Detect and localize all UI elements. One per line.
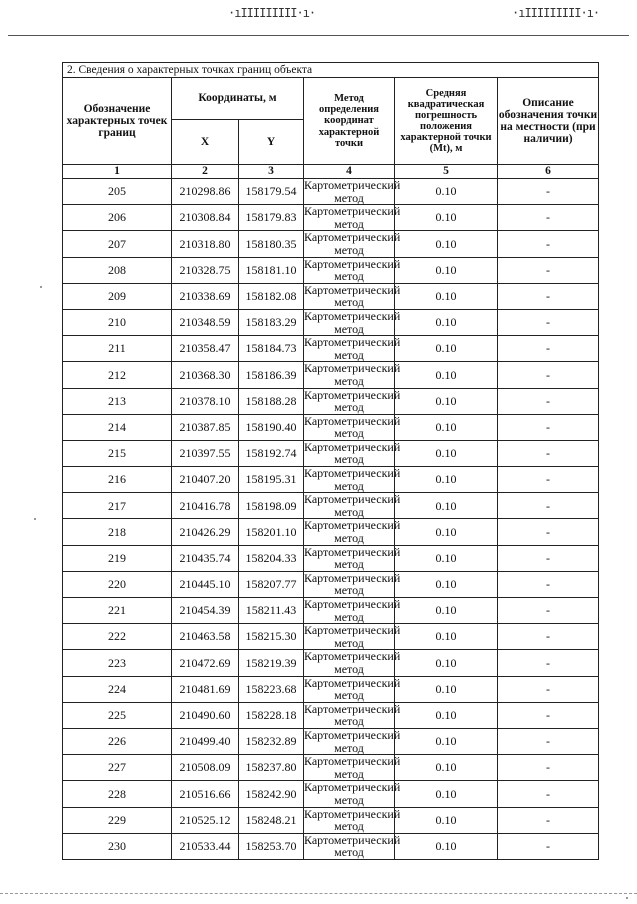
point-id-cell: 213 [63,388,172,414]
point-id-cell: 223 [63,650,172,676]
description-cell: - [498,179,599,205]
error-cell: 0.10 [395,571,498,597]
method-cell: Картометрический метод [304,597,401,624]
point-id-cell: 218 [63,519,172,545]
point-id-cell: 230 [63,833,172,859]
y-coordinate-cell: 158219.39 [239,650,304,676]
table-row [63,388,599,414]
point-id-cell: 228 [63,781,172,807]
description-cell: - [498,414,599,440]
description-cell: - [498,571,599,597]
point-id-cell: 221 [63,598,172,624]
column-number: 1 [63,165,172,179]
method-cell: Картометрический метод [304,204,401,231]
scan-mark-left: ·ıIIIIIIIII·ı· [228,6,316,20]
y-coordinate-cell: 158198.09 [239,493,304,519]
method-cell: Картометрический метод [304,492,401,519]
y-coordinate-cell: 158232.89 [239,728,304,754]
y-coordinate-cell: 158228.18 [239,702,304,728]
table-row [63,336,599,362]
point-id-cell: 222 [63,624,172,650]
method-cell: Картометрический метод [304,361,401,388]
table-row [63,205,599,231]
description-cell: - [498,545,599,571]
x-coordinate-cell: 210508.09 [172,755,239,781]
point-id-cell: 214 [63,414,172,440]
description-cell: - [498,257,599,283]
x-coordinate-cell: 210397.55 [172,440,239,466]
x-coordinate-cell: 210318.80 [172,231,239,257]
description-cell: - [498,440,599,466]
x-coordinate-cell: 210516.66 [172,781,239,807]
y-coordinate-cell: 158211.43 [239,598,304,624]
y-coordinate-cell: 158186.39 [239,362,304,388]
method-cell: Картометрический метод [304,439,401,467]
table-row [63,833,599,859]
x-coordinate-cell: 210472.69 [172,650,239,676]
error-cell: 0.10 [395,519,498,545]
scan-speck [34,518,36,520]
description-cell: - [498,598,599,624]
bottom-rule [0,893,637,894]
error-cell: 0.10 [395,676,498,702]
error-cell: 0.10 [395,755,498,781]
method-cell: Картометрический метод [304,230,401,257]
table-row [63,440,599,466]
description-cell: - [498,702,599,728]
y-coordinate-cell: 158181.10 [239,257,304,283]
x-coordinate-cell: 210416.78 [172,493,239,519]
method-cell: Картометрический метод [304,754,401,781]
table-row [63,781,599,807]
point-id-cell: 225 [63,702,172,728]
method-cell: Картометрический метод [304,623,401,650]
x-coordinate-cell: 210338.69 [172,283,239,309]
y-coordinate-cell: 158223.68 [239,676,304,702]
table-row [63,807,599,833]
error-cell: 0.10 [395,467,498,493]
description-cell: - [498,362,599,388]
description-cell: - [498,624,599,650]
x-coordinate-cell: 210378.10 [172,388,239,414]
column-number: 6 [498,165,599,179]
error-cell: 0.10 [395,807,498,833]
x-coordinate-cell: 210533.44 [172,833,239,859]
point-id-cell: 206 [63,205,172,231]
table-row [63,676,599,702]
description-cell: - [498,676,599,702]
header-description: Описание обозначения точки на местности (при наличии) [498,78,599,165]
table-row [63,257,599,283]
description-cell: - [498,833,599,859]
y-coordinate-cell: 158183.29 [239,309,304,335]
y-coordinate-cell: 158179.54 [239,179,304,205]
error-cell: 0.10 [395,624,498,650]
error-cell: 0.10 [395,493,498,519]
method-cell: Картометрический метод [304,675,401,703]
method-cell: Картометрический метод [304,282,401,310]
y-coordinate-cell: 158184.73 [239,336,304,362]
y-coordinate-cell: 158207.77 [239,571,304,597]
table-row [63,728,599,754]
error-cell: 0.10 [395,702,498,728]
description-cell: - [498,807,599,833]
table-row [63,283,599,309]
column-number: 3 [239,165,304,179]
point-id-cell: 211 [63,336,172,362]
description-cell: - [498,205,599,231]
table-row [63,362,599,388]
table-body [63,179,599,860]
description-cell: - [498,309,599,335]
description-cell: - [498,283,599,309]
y-coordinate-cell: 158215.30 [239,624,304,650]
method-cell: Картометрический метод [304,387,401,415]
x-coordinate-cell: 210298.86 [172,179,239,205]
error-cell: 0.10 [395,728,498,754]
method-cell: Картометрический метод [304,570,401,598]
table-row [63,571,599,597]
error-cell: 0.10 [395,231,498,257]
method-cell: Картометрический метод [304,335,401,362]
y-coordinate-cell: 158188.28 [239,388,304,414]
header-method: Метод определения координат характерной точки [304,78,395,165]
point-id-cell: 212 [63,362,172,388]
x-coordinate-cell: 210308.84 [172,205,239,231]
point-id-cell: 216 [63,467,172,493]
x-coordinate-cell: 210348.59 [172,309,239,335]
y-coordinate-cell: 158180.35 [239,231,304,257]
method-cell: Картометрический метод [304,518,401,546]
description-cell: - [498,728,599,754]
x-coordinate-cell: 210407.20 [172,467,239,493]
x-coordinate-cell: 210368.30 [172,362,239,388]
point-id-cell: 210 [63,309,172,335]
method-cell: Картометрический метод [304,413,401,441]
table-row [63,755,599,781]
error-cell: 0.10 [395,650,498,676]
y-coordinate-cell: 158192.74 [239,440,304,466]
header-point-name: Обозначение характерных точек границ [63,78,172,165]
y-coordinate-cell: 158248.21 [239,807,304,833]
description-cell: - [498,781,599,807]
description-cell: - [498,467,599,493]
error-cell: 0.10 [395,336,498,362]
y-coordinate-cell: 158190.40 [239,414,304,440]
y-coordinate-cell: 158204.33 [239,545,304,571]
point-id-cell: 205 [63,179,172,205]
point-id-cell: 207 [63,231,172,257]
y-coordinate-cell: 158237.80 [239,755,304,781]
method-cell: Картометрический метод [304,308,401,336]
method-cell: Картометрический метод [304,806,401,834]
point-id-cell: 217 [63,493,172,519]
error-cell: 0.10 [395,388,498,414]
boundary-points-table [62,62,599,860]
section-title: 2. Сведения о характерных точках границ объекта [63,63,599,78]
method-cell: Картометрический метод [304,466,401,493]
scan-mark-right: ·ıIIIIIIIII·ı· [512,6,600,20]
method-cell: Картометрический метод [304,178,401,205]
table-row [63,179,599,205]
table-row [63,309,599,335]
y-coordinate-cell: 158242.90 [239,781,304,807]
x-coordinate-cell: 210454.39 [172,598,239,624]
table-row [63,650,599,676]
y-coordinate-cell: 158253.70 [239,833,304,859]
header-coordinates: Координаты, м [172,78,304,120]
error-cell: 0.10 [395,833,498,859]
header-error: Средняя квадратическая погрешность положения характерной точки (Mt), м [395,78,498,165]
point-id-cell: 229 [63,807,172,833]
header-x: X [172,120,239,165]
y-coordinate-cell: 158201.10 [239,519,304,545]
error-cell: 0.10 [395,781,498,807]
x-coordinate-cell: 210525.12 [172,807,239,833]
point-id-cell: 224 [63,676,172,702]
method-cell: Картометрический метод [304,544,401,572]
error-cell: 0.10 [395,257,498,283]
table-row [63,519,599,545]
error-cell: 0.10 [395,440,498,466]
y-coordinate-cell: 158182.08 [239,283,304,309]
table-row [63,414,599,440]
table-row [63,545,599,571]
point-id-cell: 208 [63,257,172,283]
x-coordinate-cell: 210445.10 [172,571,239,597]
error-cell: 0.10 [395,414,498,440]
point-id-cell: 219 [63,545,172,571]
y-coordinate-cell: 158195.31 [239,467,304,493]
method-cell: Картометрический метод [304,780,401,807]
x-coordinate-cell: 210499.40 [172,728,239,754]
x-coordinate-cell: 210387.85 [172,414,239,440]
error-cell: 0.10 [395,362,498,388]
point-id-cell: 227 [63,755,172,781]
table-row [63,493,599,519]
top-rule [8,35,629,36]
x-coordinate-cell: 210426.29 [172,519,239,545]
point-id-cell: 226 [63,728,172,754]
error-cell: 0.10 [395,545,498,571]
description-cell: - [498,336,599,362]
point-id-cell: 220 [63,571,172,597]
x-coordinate-cell: 210490.60 [172,702,239,728]
column-number-row [63,165,599,179]
column-number: 5 [395,165,498,179]
description-cell: - [498,231,599,257]
column-number: 4 [304,165,395,179]
table-row [63,598,599,624]
header-y: Y [239,120,304,165]
point-id-cell: 209 [63,283,172,309]
description-cell: - [498,650,599,676]
point-id-cell: 215 [63,440,172,466]
method-cell: Картометрический метод [304,256,401,284]
x-coordinate-cell: 210358.47 [172,336,239,362]
table-row [63,467,599,493]
x-coordinate-cell: 210328.75 [172,257,239,283]
method-cell: Картометрический метод [304,649,401,676]
x-coordinate-cell: 210435.74 [172,545,239,571]
error-cell: 0.10 [395,205,498,231]
error-cell: 0.10 [395,283,498,309]
method-cell: Картометрический метод [304,701,401,729]
y-coordinate-cell: 158179.83 [239,205,304,231]
error-cell: 0.10 [395,309,498,335]
description-cell: - [498,493,599,519]
method-cell: Картометрический метод [304,832,401,860]
error-cell: 0.10 [395,598,498,624]
scan-speck [626,897,628,899]
table-row [63,231,599,257]
x-coordinate-cell: 210463.58 [172,624,239,650]
description-cell: - [498,519,599,545]
table-row [63,624,599,650]
scan-speck [40,286,42,288]
description-cell: - [498,388,599,414]
error-cell: 0.10 [395,179,498,205]
x-coordinate-cell: 210481.69 [172,676,239,702]
method-cell: Картометрический метод [304,727,401,755]
table-row [63,702,599,728]
column-number: 2 [172,165,239,179]
description-cell: - [498,755,599,781]
